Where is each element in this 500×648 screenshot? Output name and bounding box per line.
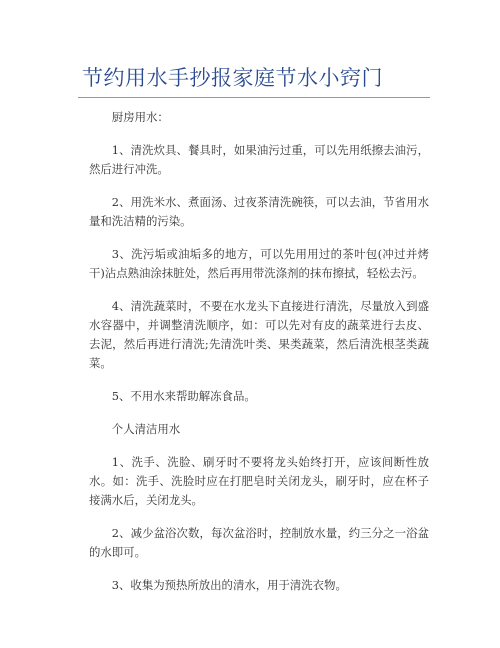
paragraph: 2、减少盆浴次数，每次盆浴时，控制放水量，约三分之一浴盆的水即可。 [89, 526, 429, 559]
section-heading-personal: 个人清洁用水 [111, 422, 181, 436]
title-underline [78, 97, 430, 98]
page-title: 节约用水手抄报家庭节水小窍门 [82, 66, 383, 90]
paragraph: 4、清洗蔬菜时，不要在水龙头下直接进行清洗，尽量放入到盛水容器中，并调整清洗顺序，如：可以先对有皮的蔬菜进行去皮、去泥，然后再进行清洗;先清洗叶类、果类蔬菜，然后清洗根茎类蔬菜。 [89, 299, 429, 370]
paragraph: 2、用洗米水、煮面汤、过夜茶清洗碗筷，可以去油，节省用水量和洗洁精的污染。 [89, 195, 429, 228]
paragraph: 1、清洗炊具、餐具时，如果油污过重，可以先用纸擦去油污，然后进行冲洗。 [89, 143, 429, 176]
paragraph: 3、收集为预热所放出的清水，用于清洗衣物。 [111, 578, 347, 592]
article-body [89, 108, 429, 609]
section-heading-kitchen: 厨房用水： [111, 110, 169, 124]
paragraph: 1、洗手、洗脸、刷牙时不要将龙头始终打开，应该间断性放水。如：洗手、洗脸时应在打肥皂时关闭龙头，刷牙时，应在杯子接满水后，关闭龙头。 [89, 455, 429, 507]
paragraph: 5、不用水来帮助解冻食品。 [111, 389, 256, 403]
paragraph: 3、洗污垢或油垢多的地方，可以先用用过的茶叶包(冲过并烤干)沾点熟油涂抹脏处，然后再用带洗涤剂的抹布擦拭，轻松去污。 [89, 247, 429, 280]
